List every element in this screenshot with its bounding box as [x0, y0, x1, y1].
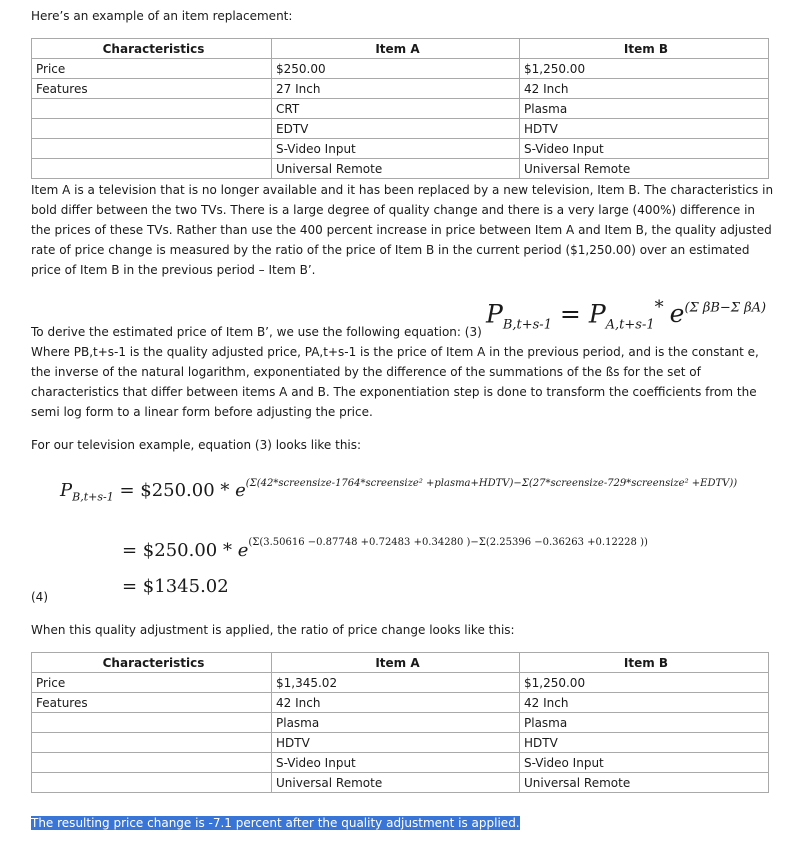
table-row: [32, 713, 769, 733]
eq3-rhs-subscript: A,t+s-1: [605, 317, 655, 333]
derive-text: To derive the estimated price of Item B’, we use the following equation: (3): [31, 325, 482, 339]
eq3-exponent: (Σ βB−Σ βA): [684, 300, 767, 316]
table-cell: 42 Inch: [272, 693, 520, 713]
table-row: [32, 773, 769, 793]
table-cell: 42 Inch: [520, 79, 769, 99]
example-text: For our television example, equation (3) looks like this:: [31, 438, 362, 452]
eq3-rhs-p: P: [588, 299, 606, 329]
table-row: [32, 79, 769, 99]
table-cell: Features: [32, 79, 272, 99]
table-cell: [32, 99, 272, 119]
table-cell: [32, 159, 272, 179]
table-row: [32, 753, 769, 773]
table-row: [32, 733, 769, 753]
eq3-lhs-p: P: [486, 299, 503, 329]
table-cell: CRT: [272, 99, 520, 119]
table-cell: Plasma: [520, 713, 769, 733]
eq3-equals: =: [559, 299, 581, 329]
table-header-row: [32, 653, 769, 673]
eq4-lhs-p: P: [60, 480, 73, 501]
table-cell: HDTV: [272, 733, 520, 753]
column-header: Item B: [520, 653, 769, 673]
table-cell: $250.00: [272, 59, 520, 79]
equation-4-line-2: [122, 537, 648, 561]
eq4-line2-rhs: = $250.00 *: [122, 540, 238, 561]
table-cell: Plasma: [520, 99, 769, 119]
column-header: Characteristics: [32, 653, 272, 673]
comparison-table-after: [31, 652, 769, 793]
column-header: Item A: [272, 39, 520, 59]
eq3-times: *: [654, 297, 664, 318]
table-cell: $1,250.00: [520, 673, 769, 693]
comparison-table-before: [31, 38, 769, 179]
eq4-e: e: [237, 540, 249, 561]
table-cell: [32, 753, 272, 773]
eq4-e: e: [235, 480, 246, 501]
definition-paragraph: Where PB,t+s-1 is the quality adjusted price, PA,t+s-1 is the price of Item A in the previous period, and is the constant e, the inverse of the natural logarithm, exponentiated by the difference of the summations of the ßs for the set of characteristics that differ between items A and B. The exponentiation step is done to transform the coefficients from the semi log form to a linear form before adjusting the price.: [31, 345, 759, 419]
table-cell: [32, 119, 272, 139]
table-row: [32, 139, 769, 159]
table-cell: $1,345.02: [272, 673, 520, 693]
table-cell: [32, 773, 272, 793]
eq3-lhs-subscript: B,t+s-1: [502, 317, 552, 333]
equation-4-label: (4): [31, 590, 48, 604]
equation-4-line-1: [60, 478, 737, 504]
table-cell: S-Video Input: [272, 753, 520, 773]
table-row: [32, 59, 769, 79]
table-cell: Price: [32, 673, 272, 693]
table-cell: Universal Remote: [272, 773, 520, 793]
table-cell: Features: [32, 693, 272, 713]
intro-text: Here’s an example of an item replacement:: [31, 9, 293, 23]
table-cell: EDTV: [272, 119, 520, 139]
explanation-paragraph: Item A is a television that is no longer available and it has been replaced by a new television, Item B. The characteristics in bold differ between the two TVs. There is a large degree of quality change and there is a very large (400%) difference in the prices of these TVs. Rather than use the 400 percent increase in price between Item A and Item B, the quality adjusted rate of price change is measured by the ratio of the price of Item B in the current period ($1,250.00) over an estimated price of Item B in the previous period – Item B’.: [31, 183, 774, 277]
table-cell: S-Video Input: [520, 753, 769, 773]
eq4-result: = $1345.02: [122, 576, 229, 597]
table-cell: Universal Remote: [272, 159, 520, 179]
after-adjustment-text: When this quality adjustment is applied, the ratio of price change looks like this:: [31, 623, 515, 637]
table-row: [32, 673, 769, 693]
table-cell: Plasma: [272, 713, 520, 733]
table-cell: [32, 139, 272, 159]
table-cell: 42 Inch: [520, 693, 769, 713]
eq4-line1-exponent: (Σ(42*screensize-1764*screensize² +plasma+HDTV)−Σ(27*screensize-729*screensize² +EDTV)): [245, 478, 738, 489]
selected-text[interactable]: The resulting price change is -7.1 percent after the quality adjustment is applied.: [31, 816, 520, 830]
table-row: [32, 99, 769, 119]
table-cell: 27 Inch: [272, 79, 520, 99]
eq3-e: e: [669, 299, 685, 329]
table-cell: Universal Remote: [520, 773, 769, 793]
column-header: Characteristics: [32, 39, 272, 59]
table-cell: S-Video Input: [272, 139, 520, 159]
table-row: [32, 159, 769, 179]
table-cell: S-Video Input: [520, 139, 769, 159]
table-cell: [32, 733, 272, 753]
table-cell: Price: [32, 59, 272, 79]
table-cell: $1,250.00: [520, 59, 769, 79]
table-cell: HDTV: [520, 119, 769, 139]
table-row: [32, 119, 769, 139]
table-cell: Universal Remote: [520, 159, 769, 179]
eq4-lhs-subscript: B,t+s-1: [72, 490, 114, 504]
eq4-line2-exponent: (Σ(3.50616 −0.87748 +0.72483 +0.34280 )−Σ(2.25396 −0.36263 +0.12228 )): [248, 537, 648, 548]
column-header: Item A: [272, 653, 520, 673]
table-header-row: [32, 39, 769, 59]
table-cell: HDTV: [520, 733, 769, 753]
table-cell: [32, 713, 272, 733]
result-text: [31, 813, 781, 833]
eq4-line1-rhs: = $250.00 *: [119, 480, 236, 501]
column-header: Item B: [520, 39, 769, 59]
table-row: [32, 693, 769, 713]
